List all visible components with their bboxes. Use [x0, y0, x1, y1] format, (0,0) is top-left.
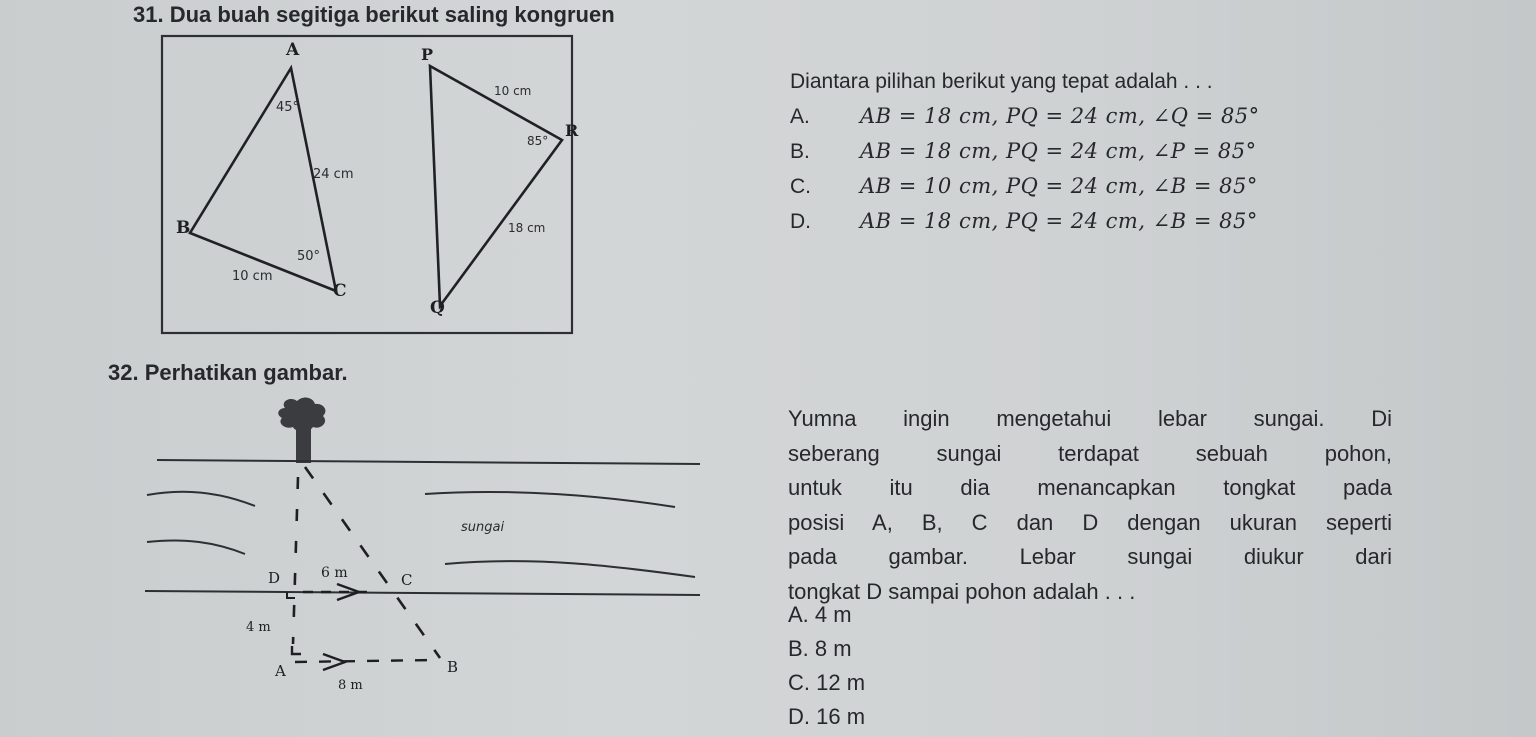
tree-icon — [278, 397, 325, 431]
question-32-paragraph — [788, 402, 1392, 609]
option-letter: B. — [790, 140, 810, 163]
paragraph-line: Yumna ingin mengetahui lebar sungai. Di — [788, 406, 1392, 431]
paragraph-line: posisi A, B, C dan D dengan ukuran seperti — [788, 509, 1392, 535]
side-bc-measure: 10 cm — [232, 269, 273, 284]
vertex-c-label: C — [333, 281, 347, 301]
option-text: AB = 18 cm, PQ = 24 cm, ∠Q = 85° — [860, 104, 1260, 128]
river-figure — [135, 392, 710, 697]
right-angle-a-icon — [292, 646, 301, 654]
line-tree-d-a — [293, 477, 298, 644]
point-a-label: A — [275, 662, 286, 680]
option-text: AB = 18 cm, PQ = 24 cm, ∠B = 85° — [860, 209, 1258, 233]
wave-1 — [147, 492, 255, 506]
question-32-options — [788, 600, 865, 736]
river-label: sungai — [461, 520, 505, 535]
option-a[interactable]: A. 4 m — [788, 602, 852, 627]
vertex-q-label: Q — [430, 298, 445, 318]
vertex-b-label: B — [176, 218, 191, 238]
paragraph-line: pada gambar. Lebar sungai diukur dari — [788, 544, 1392, 569]
angle-c-measure: 50° — [297, 249, 321, 264]
option-a[interactable] — [790, 104, 1260, 139]
paragraph-line: seberang sungai terdapat sebuah pohon, — [788, 440, 1392, 466]
river-bank-bottom — [145, 591, 700, 595]
point-d-label: D — [268, 569, 281, 587]
option-text: AB = 18 cm, PQ = 24 cm, ∠P = 85° — [860, 139, 1257, 163]
point-c-label: C — [401, 571, 413, 589]
question-31-title: 31. Dua buah segitiga berikut saling kongruen — [133, 2, 615, 27]
line-a-b — [295, 660, 435, 662]
question-31-prompt: Diantara pilihan berikut yang tepat adalah . . . — [790, 70, 1213, 93]
vertex-r-label: R — [565, 121, 579, 140]
angle-r-measure: 85° — [527, 134, 549, 148]
option-letter: A. — [790, 105, 810, 128]
option-d[interactable] — [790, 209, 1260, 244]
vertex-a-label: A — [286, 40, 300, 60]
vertex-p-label: P — [421, 45, 434, 64]
river-bank-top — [157, 460, 700, 464]
side-pr-measure: 10 cm — [494, 84, 532, 98]
length-dc-label: 6 m — [321, 565, 348, 581]
triangles-figure — [150, 28, 580, 340]
option-letter: C. — [790, 175, 811, 198]
option-b[interactable]: B. 8 m — [788, 636, 852, 661]
option-c[interactable]: C. 12 m — [788, 670, 866, 695]
option-d[interactable]: D. 16 m — [788, 704, 866, 729]
wave-4 — [445, 561, 695, 577]
length-ab-label: 8 m — [338, 678, 363, 693]
figure-frame — [162, 36, 572, 333]
triangle-pqr — [430, 66, 562, 306]
wave-2 — [425, 492, 675, 507]
option-b[interactable] — [790, 139, 1260, 174]
line-tree-c-b — [305, 467, 440, 658]
angle-a-measure: 45° — [276, 100, 300, 115]
paragraph-line: tongkat D sampai pohon adalah . . . — [788, 578, 1136, 604]
paragraph-line: untuk itu dia menancapkan tongkat pada — [788, 475, 1392, 500]
tree-trunk — [296, 427, 311, 463]
option-c[interactable] — [790, 174, 1260, 209]
question-32-title: 32. Perhatikan gambar. — [108, 360, 348, 385]
option-text: AB = 10 cm, PQ = 24 cm, ∠B = 85° — [860, 174, 1258, 198]
question-31-options — [790, 104, 1260, 244]
point-b-label: B — [447, 658, 459, 676]
side-ac-measure: 24 cm — [313, 167, 354, 182]
wave-3 — [147, 541, 245, 555]
length-ad-label: 4 m — [246, 620, 271, 635]
side-rq-measure: 18 cm — [508, 221, 546, 235]
option-letter: D. — [790, 210, 811, 233]
